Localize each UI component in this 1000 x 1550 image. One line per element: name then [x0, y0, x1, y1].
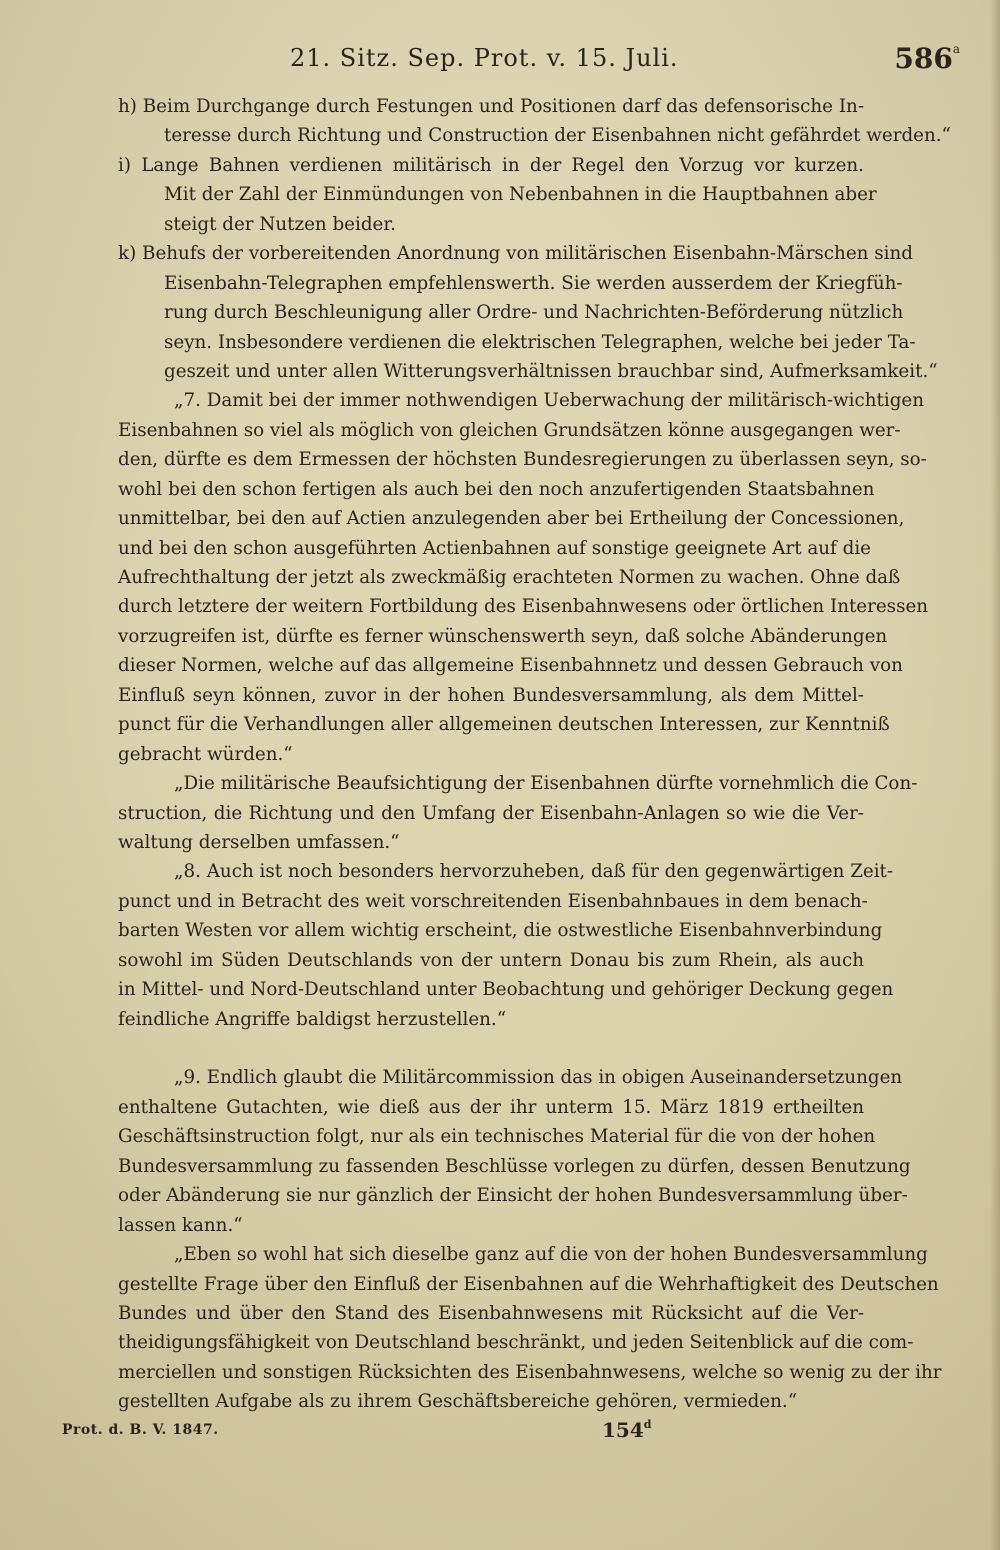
text-line: i) Lange Bahnen verdienen militärisch in der Regel den Vorzug vor kurzen. [118, 154, 864, 176]
text-line: „8. Auch ist noch besonders hervorzuheben, daß für den gegenwärtigen Zeit- [174, 861, 894, 883]
text-line: punct für die Verhandlungen aller allgemeinen deutschen Interessen, zur Kenntniß [118, 714, 890, 736]
text-line: waltung derselben umfassen.“ [118, 831, 400, 853]
text-line: k) Behufs der vorbereitenden Anordnung von militärischen Eisenbahn-Märschen sind [118, 243, 913, 265]
text-line: wohl bei den schon fertigen als auch bei den noch anzufertigenden Staatsbahnen [118, 478, 875, 500]
text-line: „Eben so wohl hat sich dieselbe ganz auf die von der hohen Bundesversammlung [174, 1244, 928, 1266]
paragraph-gap [118, 1034, 864, 1063]
text-line: lassen kann.“ [118, 1214, 243, 1236]
document-body [118, 92, 951, 1417]
text-line: gestellten Aufgabe als zu ihrem Geschäftsbereiche gehören, vermieden.“ [118, 1391, 798, 1413]
text-line: „Die militärische Beaufsichtigung der Eisenbahnen dürfte vornehmlich die Con- [174, 773, 918, 795]
text-line: h) Beim Durchgange durch Festungen und Positionen darf das defensorische In- [118, 96, 864, 117]
text-line: unmittelbar, bei den auf Actien anzulegenden aber bei Ertheilung der Concessionen, [118, 508, 905, 530]
page-header [290, 44, 960, 80]
text-line: Einfluß seyn können, zuvor in der hohen Bundesversammlung, als dem Mittel- [118, 684, 864, 706]
text-line: gestellte Frage über den Einfluß der Eisenbahnen auf die Wehrhaftigkeit des Deutschen [118, 1273, 939, 1295]
text-line: dieser Normen, welche auf das allgemeine Eisenbahnnetz und dessen Gebrauch von [118, 655, 903, 677]
text-line: vorzugreifen ist, dürfte es ferner wünschenswerth seyn, daß solche Abänderungen [118, 625, 888, 647]
page-number-suffix: a [952, 42, 960, 56]
signature-mark-value: 154 [602, 1418, 644, 1442]
text-line: durch letztere der weitern Fortbildung des Eisenbahnwesens oder örtlichen Interessen [118, 596, 929, 618]
text-line: enthaltene Gutachten, wie dieß aus der ihr unterm 15. März 1819 ertheilten [118, 1096, 864, 1118]
text-line: „9. Endlich glaubt die Militärcommission das in obigen Auseinandersetzungen [174, 1067, 903, 1089]
text-line: sowohl im Süden Deutschlands von der untern Donau bis zum Rhein, als auch [118, 949, 864, 971]
text-line: Eisenbahnen so viel als möglich von gleichen Grundsätzen könne ausgegangen wer- [118, 419, 901, 441]
signature-mark-suffix: d [643, 1418, 652, 1431]
text-line: geszeit und unter allen Witterungsverhältnissen brauchbar sind, Aufmerksamkeit.“ [164, 360, 938, 382]
text-line: rung durch Beschleunigung aller Ordre- und Nachrichten-Beförderung nützlich [164, 302, 904, 324]
text-line: in Mittel- und Nord-Deutschland unter Beobachtung und gehöriger Deckung gegen [118, 979, 894, 1001]
text-line: Mit der Zahl der Einmündungen von Nebenbahnen in die Hauptbahnen aber [164, 184, 877, 206]
text-line: teresse durch Richtung und Construction der Eisenbahnen nicht gefährdet werden.“ [164, 125, 951, 147]
text-line: struction, die Richtung und den Umfang der Eisenbahn-Anlagen so wie die Ver- [118, 802, 864, 824]
text-line: Geschäftsinstruction folgt, nur als ein technisches Material für die von der hohen [118, 1126, 876, 1148]
text-line: seyn. Insbesondere verdienen die elektrischen Telegraphen, welche bei jeder Ta- [164, 331, 916, 353]
text-line: punct und in Betracht des weit vorschreitenden Eisenbahnbaues in dem benach- [118, 890, 868, 912]
text-line: „7. Damit bei der immer nothwendigen Ueberwachung der militärisch-wichtigen [174, 390, 925, 412]
page-edge-shadow [990, 0, 1000, 1550]
text-line: Bundesversammlung zu fassenden Beschlüsse vorlegen zu dürfen, dessen Benutzung [118, 1155, 911, 1177]
printer-signature: Prot. d. B. V. 1847. [62, 1422, 219, 1438]
page-footer [62, 1418, 942, 1448]
text-line: feindliche Angriffe baldigst herzustellen.“ [118, 1008, 507, 1030]
text-line: Eisenbahn-Telegraphen empfehlenswerth. Sie werden ausserdem der Kriegfüh- [164, 272, 903, 294]
text-line: gebracht würden.“ [118, 743, 293, 765]
text-line: den, dürfte es dem Ermessen der höchsten Bundesregierungen zu überlassen seyn, so- [118, 449, 927, 471]
page-number-value: 586 [894, 42, 953, 75]
text-line: merciellen und sonstigen Rücksichten des Eisenbahnwesens, welche so wenig zu der ihr [118, 1361, 942, 1383]
signature-mark [602, 1418, 651, 1442]
text-line: Aufrechthaltung der jetzt als zweckmäßig erachteten Normen zu wachen. Ohne daß [118, 567, 901, 588]
running-head: 21. Sitz. Sep. Prot. v. 15. Juli. [290, 44, 679, 72]
text-line: und bei den schon ausgeführten Actienbahnen auf sonstige geeignete Art auf die [118, 537, 871, 559]
text-line: barten Westen vor allem wichtig erscheint, die ostwestliche Eisenbahnverbindung [118, 920, 883, 942]
text-line: oder Abänderung sie nur gänzlich der Einsicht der hohen Bundesversammlung über- [118, 1185, 908, 1207]
text-line: steigt der Nutzen beider. [164, 213, 396, 235]
text-line: theidigungsfähigkeit von Deutschland beschränkt, und jeden Seitenblick auf die com- [118, 1332, 914, 1354]
text-line: Bundes und über den Stand des Eisenbahnwesens mit Rücksicht auf die Ver- [118, 1302, 864, 1324]
page-number [894, 42, 960, 75]
